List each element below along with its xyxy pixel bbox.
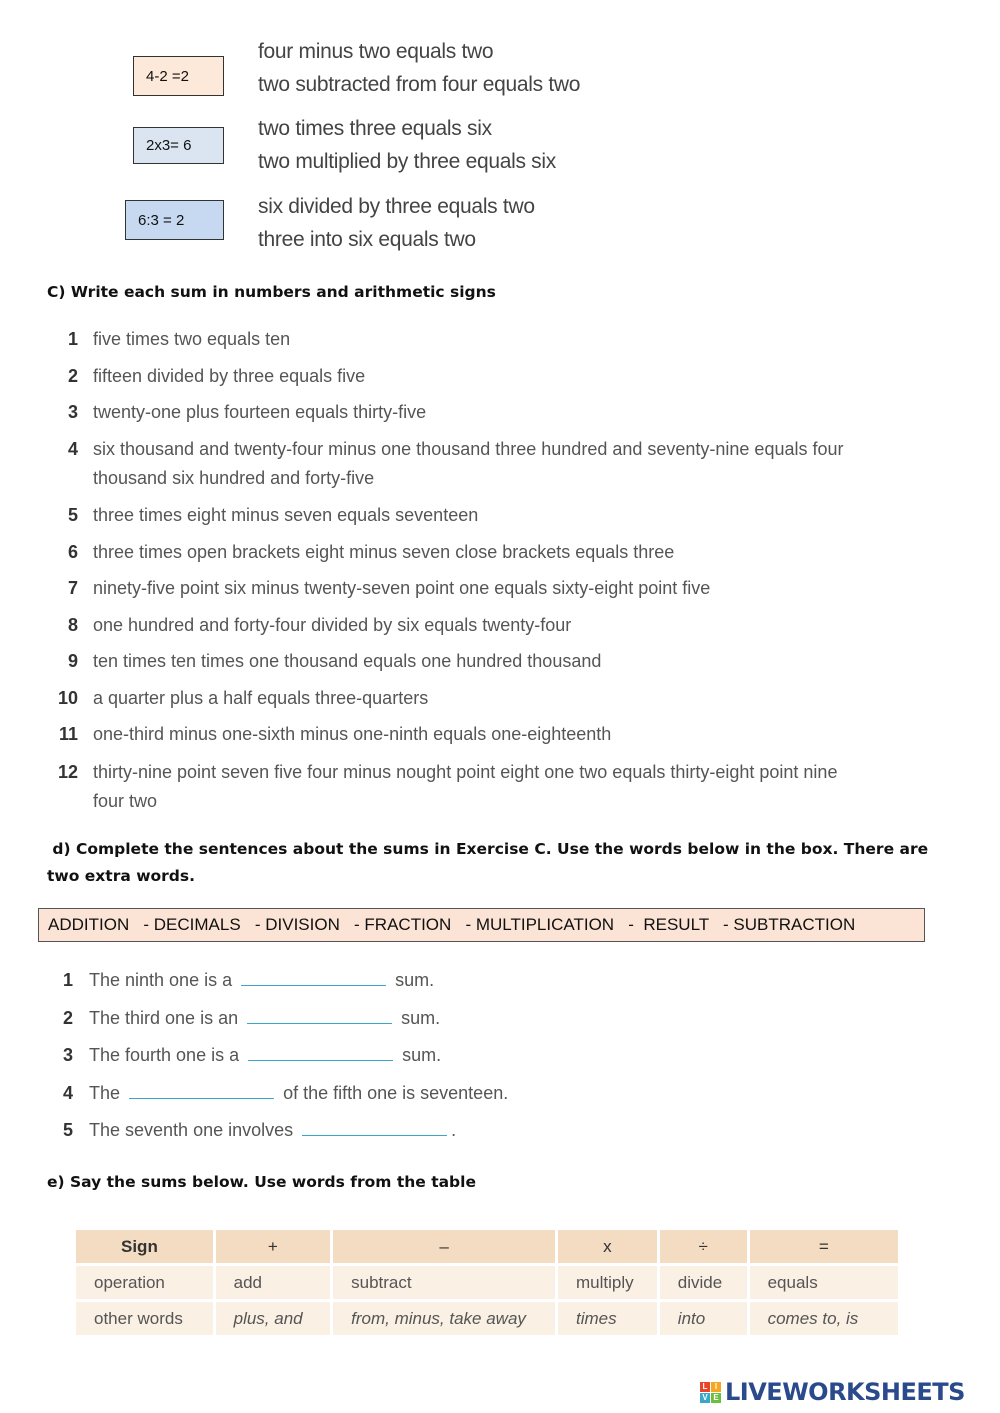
answer-blank-3[interactable] [248, 1046, 393, 1061]
example-line: two times three equals six [258, 117, 492, 140]
item-number: 4 [62, 1083, 73, 1103]
item-number: 3 [67, 402, 78, 422]
logo-mark-icon: L I V E [700, 1382, 721, 1403]
item-number: 9 [67, 651, 78, 671]
table-cell: into [658, 1301, 748, 1337]
sentence-text: The seventh one involves [89, 1120, 294, 1140]
table-cell: equals [748, 1265, 899, 1301]
table-cell: add [214, 1265, 332, 1301]
example-line: three into six equals two [258, 228, 476, 251]
table-cell: plus, and [214, 1301, 332, 1337]
item-number: 6 [67, 542, 78, 562]
sentence-text: The fourth one is a [89, 1045, 240, 1065]
signs-table [73, 1227, 901, 1338]
table-header: Sign [75, 1229, 215, 1265]
item-number: 11 [58, 724, 78, 744]
list-item: a quarter plus a half equals three-quarters [93, 688, 429, 708]
sentence-4 [89, 1083, 508, 1104]
example-line: four minus two equals two [258, 40, 494, 63]
section-c-heading: C) Write each sum in numbers and arithmetic signs [47, 283, 496, 301]
table-cell: multiply [556, 1265, 658, 1301]
item-number: 1 [62, 970, 73, 990]
table-header: ÷ [658, 1229, 748, 1265]
table-cell: comes to, is [748, 1301, 899, 1337]
item-number: 12 [57, 762, 78, 782]
liveworksheets-logo[interactable] [700, 1378, 965, 1406]
item-number: 3 [62, 1045, 73, 1065]
table-header: = [748, 1229, 899, 1265]
sentence-3 [89, 1045, 441, 1066]
answer-blank-4[interactable] [129, 1084, 274, 1099]
list-item: ninety-five point six minus twenty-seven point one equals sixty-eight point five [93, 578, 711, 598]
sentence-text: sum. [395, 970, 435, 990]
word-box: ADDITION - DECIMALS - DIVISION - FRACTION - MULTIPLICATION - RESULT - SUBTRACTION [38, 908, 925, 942]
table-cell: from, minus, take away [332, 1301, 557, 1337]
answer-box-2[interactable]: 2x3= 6 [133, 127, 224, 164]
item-number: 8 [67, 615, 78, 635]
table-cell: other words [75, 1301, 215, 1337]
answer-box-3[interactable]: 6:3 = 2 [125, 200, 224, 240]
table-header-row [75, 1229, 900, 1265]
item-number: 5 [67, 505, 78, 525]
sentence-text: . [451, 1120, 457, 1140]
list-item: twenty-one plus fourteen equals thirty-five [93, 402, 427, 422]
sentence-text: of the fifth one is seventeen. [283, 1083, 509, 1103]
table-cell: divide [658, 1265, 748, 1301]
logo-text: LIVEWORKSHEETS [725, 1378, 965, 1406]
item-number: 2 [67, 366, 78, 386]
sentence-text: The third one is an [89, 1008, 239, 1028]
item-number: 7 [67, 578, 78, 598]
sentence-text: sum. [402, 1045, 442, 1065]
section-d-heading: d) Complete the sentences about the sums in Exercise C. Use the words below in the box. There are [47, 840, 929, 858]
list-item: ten times ten times one thousand equals one hundred thousand [93, 651, 602, 671]
sentence-2 [89, 1008, 440, 1029]
list-item: three times open brackets eight minus seven close brackets equals three [93, 542, 675, 562]
item-number: 1 [67, 329, 78, 349]
list-item: one-third minus one-sixth minus one-ninth equals one-eighteenth [93, 724, 612, 744]
list-item-continued: thousand six hundred and forty-five [93, 468, 375, 488]
example-line: two subtracted from four equals two [258, 73, 581, 96]
table-header: x [556, 1229, 658, 1265]
sentence-text: The [89, 1083, 121, 1103]
table-cell: times [556, 1301, 658, 1337]
list-item-continued: four two [93, 791, 158, 811]
item-number: 2 [62, 1008, 73, 1028]
table-cell: subtract [332, 1265, 557, 1301]
sentence-1 [89, 970, 434, 991]
answer-blank-5[interactable] [302, 1121, 447, 1136]
list-item: three times eight minus seven equals seventeen [93, 505, 479, 525]
item-number: 4 [67, 439, 78, 459]
item-number: 5 [62, 1120, 73, 1140]
section-d-heading-2: two extra words. [47, 867, 196, 885]
table-row [75, 1301, 900, 1337]
item-number: 10 [57, 688, 78, 708]
list-item: thirty-nine point seven five four minus nought point eight one two equals thirty-eight point nine [93, 762, 838, 782]
table-row [75, 1265, 900, 1301]
list-item: one hundred and forty-four divided by six equals twenty-four [93, 615, 572, 635]
section-e-heading: e) Say the sums below. Use words from the table [47, 1173, 476, 1191]
table-header: + [214, 1229, 332, 1265]
list-item: fifteen divided by three equals five [93, 366, 366, 386]
sentence-text: The ninth one is a [89, 970, 233, 990]
table-cell: operation [75, 1265, 215, 1301]
list-item: five times two equals ten [93, 329, 291, 349]
sentence-5 [89, 1120, 456, 1141]
answer-box-1[interactable]: 4-2 =2 [133, 56, 224, 96]
answer-blank-1[interactable] [241, 971, 386, 986]
table-header: – [332, 1229, 557, 1265]
example-line: six divided by three equals two [258, 195, 535, 218]
answer-blank-2[interactable] [247, 1009, 392, 1024]
sentence-text: sum. [401, 1008, 441, 1028]
list-item: six thousand and twenty-four minus one thousand three hundred and seventy-nine equals four [93, 439, 844, 459]
example-line: two multiplied by three equals six [258, 150, 556, 173]
